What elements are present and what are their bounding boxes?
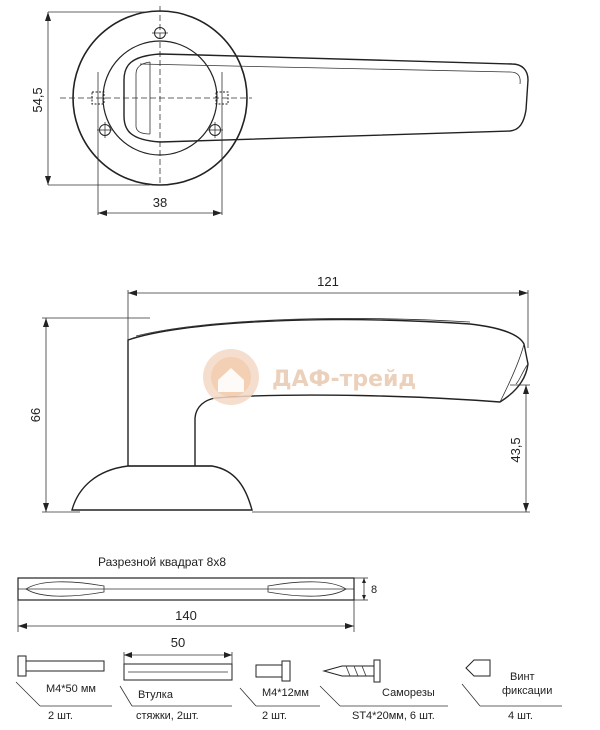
part5-line2: 4 шт. [508, 710, 533, 722]
dimension-screw-spacing [98, 195, 222, 216]
dim-38: 38 [152, 195, 168, 210]
part-screw-m4-12 [240, 661, 320, 722]
spindle-section [18, 555, 377, 632]
part4-line2: ST4*20мм, 6 шт. [352, 710, 435, 722]
part2-line1: Втулка [138, 689, 173, 701]
hardware-parts [16, 635, 562, 722]
dim-121: 121 [317, 274, 339, 289]
dim-50: 50 [170, 635, 186, 650]
side-rosette [72, 466, 252, 510]
dim-54-5: 54,5 [30, 87, 45, 113]
dim-8: 8 [371, 584, 378, 596]
dimension-handle-length [128, 274, 528, 348]
dimension-lever-height [252, 385, 530, 512]
part-self-tapping-screws [320, 660, 448, 722]
part1-line1: М4*50 мм [46, 683, 96, 695]
part3-line2: 2 шт. [262, 710, 287, 722]
part3-line1: М4*12мм [262, 687, 309, 699]
part-fixing-screw [462, 660, 562, 722]
lever-top-view [124, 54, 528, 142]
part1-line2: 2 шт. [48, 710, 73, 722]
dim-66: 66 [28, 407, 43, 423]
side-view [28, 274, 530, 512]
part-screw-m4-50 [16, 656, 112, 722]
dimension-rosette-height [30, 12, 150, 185]
spindle-caption: Разрезной квадрат 8х8 [98, 555, 226, 569]
front-view [30, 6, 528, 216]
watermark-brand: ДАФ-трейд [272, 367, 417, 392]
part4-line1: Саморезы [382, 687, 435, 699]
side-lever [128, 320, 528, 466]
part5-line1b: фиксации [502, 685, 553, 697]
dim-140: 140 [175, 608, 197, 623]
dim-43-5: 43,5 [508, 437, 523, 463]
part-sleeve [120, 635, 232, 722]
part2-line2: стяжки, 2шт. [136, 710, 199, 722]
part5-line1: Винт [510, 671, 535, 683]
